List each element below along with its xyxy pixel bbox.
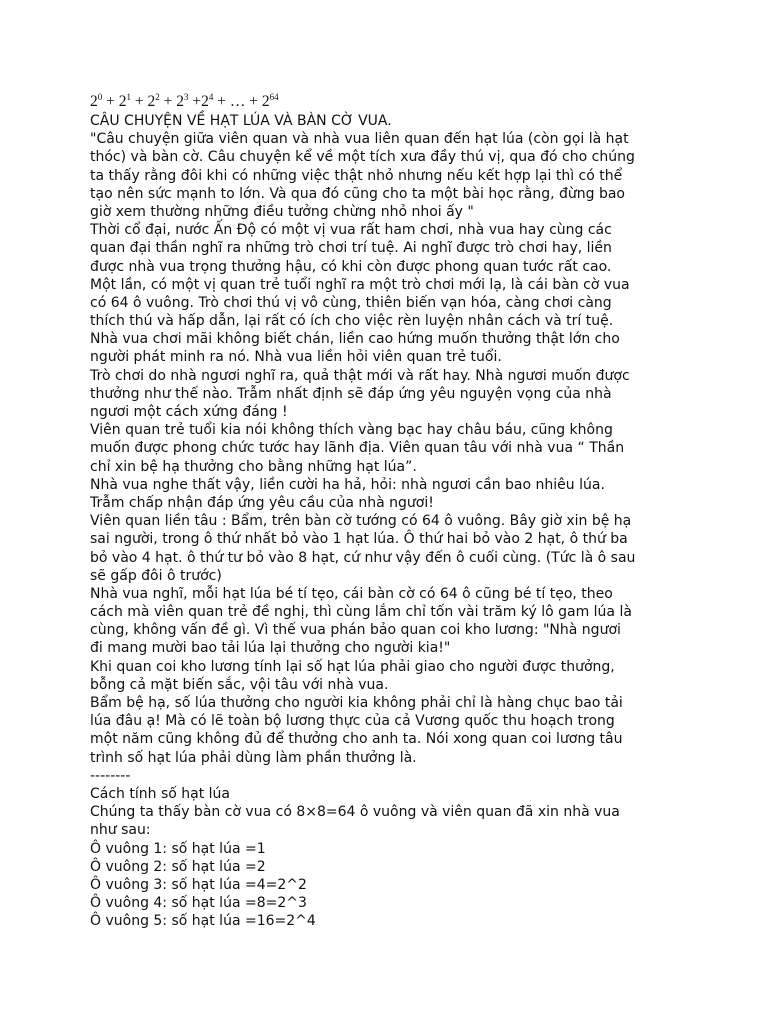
text-line: muốn được phong chức tước hay lãnh địa. Viên quan tâu với nhà vua “ Thần <box>90 440 625 457</box>
formula-term-exponent: 1 <box>126 92 131 102</box>
text-line: Ô vuông 5: số hạt lúa =16=2^4 <box>90 913 316 930</box>
formula-line <box>90 92 690 112</box>
text-line: bỗng cả mặt biến sắc, vội tâu với nhà vua. <box>90 676 389 693</box>
text-line: Thời cổ đại, nước Ấn Độ có một vị vua rất ham chơi, nhà vua hay cùng các <box>90 222 612 239</box>
formula-term-exponent: 64 <box>269 92 279 102</box>
text-line: -------- <box>90 767 131 784</box>
text-line: được nhà vua trọng thưởng hậu, có khi còn được phong quan tước rất cao. <box>90 258 612 275</box>
formula-term-base: 2 <box>118 93 127 110</box>
text-line: cách mà viên quan trẻ đề nghị, thì cùng lắm chỉ tốn vài trăm ký lô gam lúa là <box>90 604 632 621</box>
text-line: ngươi một cách xứng đáng ! <box>90 404 288 420</box>
text-line: Một lần, có một vị quan trẻ tuổi nghĩ ra một trò chơi mới lạ, là cái bàn cờ vua <box>90 276 630 293</box>
text-line: người phát minh ra nó. Nhà vua liền hỏi viên quan trẻ tuổi. <box>90 349 502 366</box>
formula-term-base: 2 <box>176 93 184 110</box>
text-line: Chúng ta thấy bàn cờ vua có 8×8=64 ô vuông và viên quan đã xin nhà vua <box>90 804 620 821</box>
text-line: Ô vuông 3: số hạt lúa =4=2^2 <box>90 876 307 893</box>
text-line: thưởng như thế nào. Trẫm nhất định sẽ đáp ứng yêu nguyện vọng của nhà <box>90 385 612 402</box>
paragraph-lines <box>90 112 690 930</box>
text-line: đi mang mười bao tải lúa lại thưởng cho người kia!" <box>90 640 451 657</box>
text-line: bỏ vào 4 hạt. ô thứ tư bỏ vào 8 hạt, cứ như vậy đến ô cuối cùng. (Tức là ô sau <box>90 549 636 566</box>
text-line: quan đại thần nghĩ ra những trò chơi trí tuệ. Ai nghĩ được trò chơi hay, liền <box>90 240 612 257</box>
text-line: Viên quan liền tâu : Bẩm, trên bàn cờ tướng có 64 ô vuông. Bây giờ xin bệ hạ <box>90 513 632 530</box>
text-line: Bẩm bệ hạ, số lúa thưởng cho người kia không phải chỉ là hàng chục bao tải <box>90 695 623 711</box>
text-line: Nhà vua nghe thất vậy, liền cười ha hả, hỏi: nhà ngươi cần bao nhiêu lúa. <box>90 476 605 493</box>
formula-operator: + <box>159 93 177 110</box>
text-line: Trò chơi do nhà ngươi nghĩ ra, quả thật mới và rất hay. Nhà ngươi muốn được <box>90 367 630 384</box>
text-line: Cách tính số hạt lúa <box>90 785 230 802</box>
text-line: Ô vuông 4: số hạt lúa =8=2^3 <box>90 895 307 912</box>
formula-term-base: 2 <box>261 93 270 110</box>
formula-term-base: 2 <box>147 93 156 110</box>
text-line: lúa đâu ạ! Mà có lẽ toàn bộ lương thực của cả Vương quốc thu hoạch trong <box>90 713 615 730</box>
text-line: Viên quan trẻ tuổi kia nói không thích vàng bạc hay châu báu, cũng không <box>90 422 613 439</box>
text-line: cùng, không vấn đề gì. Vì thế vua phán bảo quan coi kho lương: "Nhà ngươi <box>90 622 621 639</box>
text-line: Ô vuông 2: số hạt lúa =2 <box>90 858 266 875</box>
text-line: như sau: <box>90 822 151 839</box>
text-line: sẽ gấp đôi ô trước) <box>90 567 222 584</box>
text-line: thóc) và bàn cờ. Câu chuyện kể về một tích xưa đầy thú vị, qua đó cho chúng <box>90 149 635 166</box>
text-line: thích thú và hấp dẫn, lại rất có ích cho việc rèn luyện nhân cách và trí tuệ. <box>90 313 614 330</box>
text-line: "Câu chuyện giữa viên quan và nhà vua liên quan đến hạt lúa (còn gọi là hạt <box>90 131 629 148</box>
text-line: một năm cũng không đủ để thưởng cho anh ta. Nói xong quan coi lương tâu <box>90 731 623 748</box>
text-line: giờ xem thường những điều tưởng chừng nhỏ nhoi ấy " <box>90 203 474 220</box>
formula-term-base: 2 <box>90 93 98 110</box>
text-line: ta thấy rằng đôi khi có những việc thật nhỏ nhưng nếu kết hợp lại thì có thể <box>90 167 623 184</box>
text-line: Ô vuông 1: số hạt lúa =1 <box>90 840 266 857</box>
text-line: Nhà vua nghĩ, mỗi hạt lúa bé tí tẹo, cái bàn cờ có 64 ô cũng bé tí tẹo, theo <box>90 585 613 602</box>
formula-operator: + <box>131 93 148 110</box>
formula-operator: + <box>102 93 119 110</box>
text-line: Nhà vua chơi mãi không biết chán, liền cao hứng muốn thưởng thật lớn cho <box>90 331 620 348</box>
text-line: chỉ xin bệ hạ thưởng cho bằng những hạt lúa”. <box>90 458 417 475</box>
formula-operator: + … + <box>213 93 262 110</box>
text-line: Khi quan coi kho lương tính lại số hạt lúa phải giao cho người được thưởng, <box>90 658 615 675</box>
text-line: sai người, trong ô thứ nhất bỏ vào 1 hạt lúa. Ô thứ hai bỏ vào 2 hạt, ô thứ ba <box>90 531 628 548</box>
formula-term-exponent: 0 <box>97 92 103 102</box>
formula-term-exponent: 3 <box>184 92 189 102</box>
text-line: tạo nên sức mạnh to lớn. Và qua đó cũng cho ta một bài học rằng, đừng bao <box>90 185 625 202</box>
text-line: Trẫm chấp nhận đáp ứng yêu cầu của nhà ngươi! <box>90 494 434 511</box>
text-line: CÂU CHUYỆN VỀ HẠT LÚA VÀ BÀN CỜ VUA. <box>90 113 392 129</box>
formula-term-exponent: 2 <box>155 92 160 102</box>
formula-term-exponent: 4 <box>208 92 214 102</box>
formula-operator: + <box>188 93 202 110</box>
document-body <box>90 92 690 930</box>
text-line: trình số hạt lúa phải dùng làm phần thưởng là. <box>90 749 417 766</box>
formula-term-base: 2 <box>201 93 209 110</box>
text-line: có 64 ô vuông. Trò chơi thú vị vô cùng, thiên biến vạn hóa, càng chơi càng <box>90 294 612 311</box>
